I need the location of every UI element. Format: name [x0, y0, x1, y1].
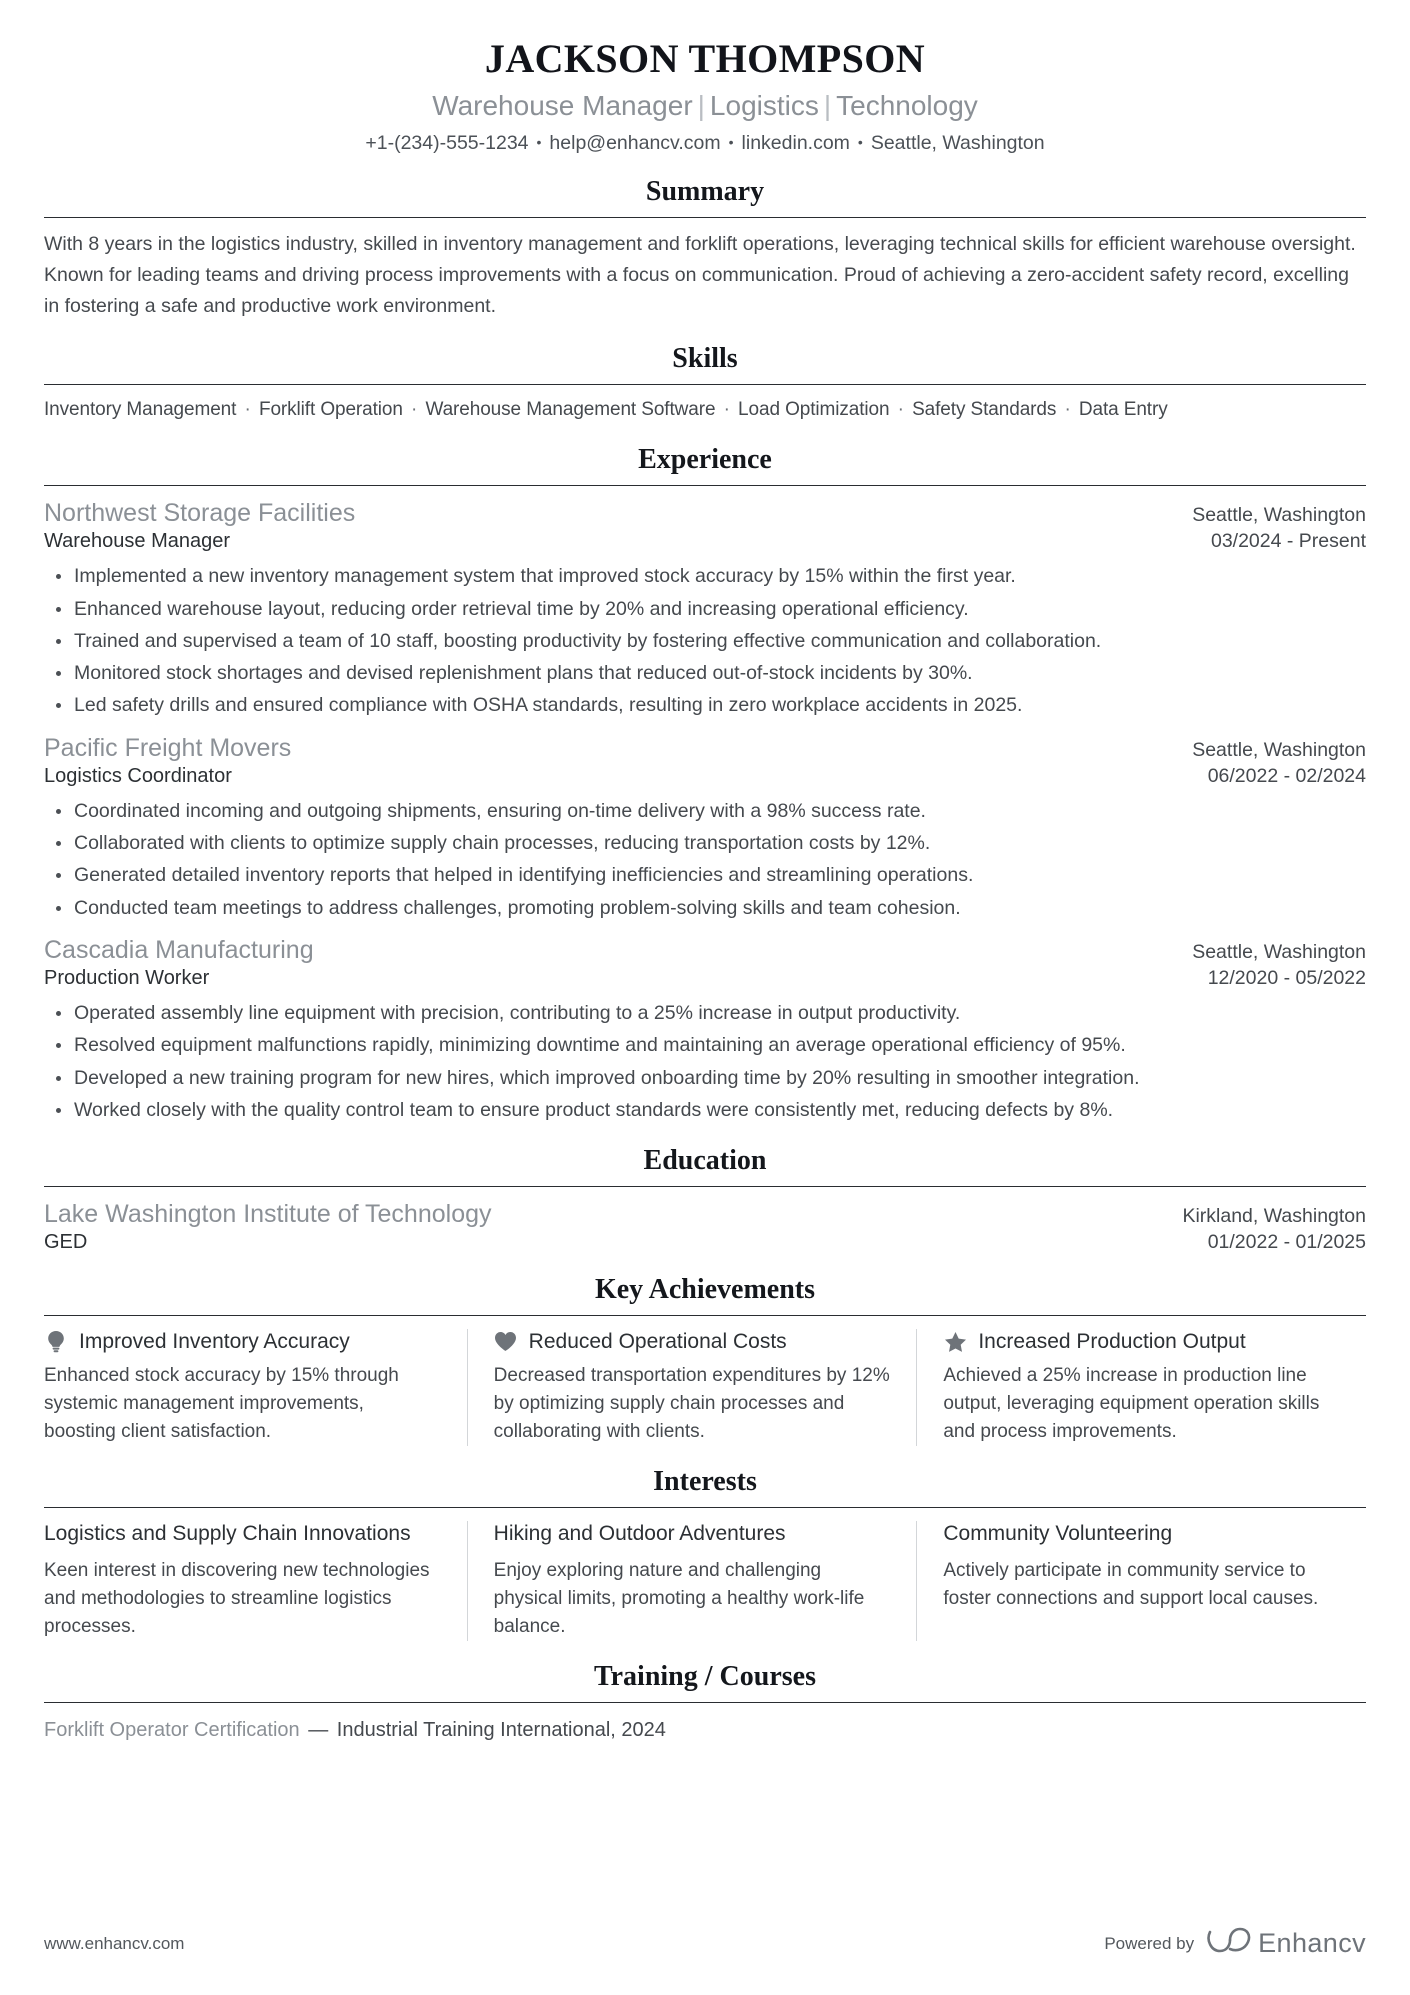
section-divider	[44, 1186, 1366, 1187]
experience-dates: 12/2020 - 05/2022	[1207, 967, 1366, 989]
training-name: Forklift Operator Certification	[44, 1718, 300, 1741]
education-entry	[44, 1199, 1366, 1254]
experience-bullets	[44, 562, 1366, 720]
experience-location: Seattle, Washington	[1192, 738, 1366, 761]
interest-description: Enjoy exploring nature and challenging physical limits, promoting a healthy work-life balance.	[493, 1560, 865, 1637]
experience-organization: Pacific Freight Movers	[44, 733, 292, 762]
experience-organization: Cascadia Manufacturing	[44, 935, 314, 964]
experience-bullet: Developed a new training program for new hires, which improved onboarding time by 20% resulting in smoother integration.	[44, 1064, 1366, 1093]
interest-description: Keen interest in discovering new technologies and methodologies to streamline logistics processes.	[44, 1560, 430, 1637]
skills-list	[44, 396, 1366, 425]
experience-bullet: Trained and supervised a team of 10 staff, boosting productivity by fostering effective communication and collaboration.	[44, 627, 1366, 656]
page-footer	[44, 1926, 1366, 1961]
experience-entry	[44, 498, 1366, 721]
experience-bullet: Implemented a new inventory management system that improved stock accuracy by 15% within the first year.	[44, 562, 1366, 591]
section-title-achievements: Key Achievements	[594, 1274, 816, 1306]
experience-role: Production Worker	[44, 967, 210, 989]
section-summary	[44, 176, 1366, 323]
skill-separator: ·	[405, 398, 423, 420]
contact-separator: •	[536, 133, 542, 150]
achievement-title: Reduced Operational Costs	[528, 1330, 787, 1354]
achievement-item	[916, 1329, 1366, 1446]
experience-bullet: Generated detailed inventory reports that helped in identifying inefficiencies and streamlining operations.	[44, 861, 1366, 890]
skill-separator: ·	[239, 398, 256, 420]
headline-part: Warehouse Manager	[432, 90, 693, 121]
skill-separator: ·	[718, 398, 736, 420]
experience-bullet: Led safety drills and ensured compliance with OSHA standards, resulting in zero workplace accidents in 2025.	[44, 691, 1366, 720]
enhancv-mark-icon	[1207, 1926, 1251, 1961]
experience-bullet: Coordinated incoming and outgoing shipments, ensuring on-time delivery with a 98% success rate.	[44, 797, 1366, 826]
training-entry	[44, 1716, 1366, 1744]
section-education	[44, 1145, 1366, 1254]
headline-separator: |	[697, 90, 705, 121]
section-divider	[44, 1315, 1366, 1316]
skill-item: Load Optimization	[738, 398, 890, 420]
education-dates: 01/2022 - 01/2025	[1207, 1231, 1366, 1254]
section-title-skills: Skills	[672, 342, 738, 374]
section-title-interests: Interests	[653, 1466, 757, 1498]
experience-bullet: Conducted team meetings to address challenges, promoting problem-solving skills and team cohesion.	[44, 894, 1366, 923]
skill-item: Data Entry	[1078, 398, 1168, 420]
section-experience	[44, 444, 1366, 1125]
experience-bullet: Operated assembly line equipment with precision, contributing to a 25% increase in output productivity.	[44, 999, 1366, 1028]
interest-title: Community Volunteering	[943, 1522, 1173, 1546]
experience-dates: 03/2024 - Present	[1210, 530, 1366, 553]
achievement-title: Improved Inventory Accuracy	[79, 1330, 350, 1354]
achievement-description: Achieved a 25% increase in production line output, leveraging equipment operation skills and process improvements.	[943, 1365, 1320, 1443]
skill-item: Safety Standards	[912, 398, 1057, 420]
section-skills	[44, 343, 1366, 425]
experience-role-row	[44, 967, 1366, 990]
candidate-headline	[44, 89, 1366, 123]
experience-bullet: Worked closely with the quality control team to ensure product standards were consistently met, reducing defects by 8%.	[44, 1096, 1366, 1125]
interests-grid	[44, 1521, 1366, 1641]
experience-role-row	[44, 765, 1366, 788]
section-title-summary: Summary	[645, 175, 765, 207]
section-divider	[44, 384, 1366, 385]
skill-item: Forklift Operation	[258, 398, 403, 420]
education-degree: GED	[44, 1231, 88, 1254]
section-divider	[44, 217, 1366, 218]
headline-part: Logistics	[709, 90, 819, 121]
candidate-name: JACKSON THOMPSON	[484, 36, 926, 81]
experience-role: Logistics Coordinator	[44, 764, 232, 787]
achievement-description: Decreased transportation expenditures by 12% by optimizing supply chain processes and collaborating with clients.	[493, 1365, 890, 1443]
enhancv-logo[interactable]	[1207, 1926, 1366, 1961]
experience-bullet: Monitored stock shortages and devised replenishment plans that reduced out-of-stock incidents by 30%.	[44, 659, 1366, 688]
education-entries	[44, 1199, 1366, 1254]
experience-entries	[44, 498, 1366, 1125]
experience-location: Seattle, Washington	[1192, 940, 1366, 963]
experience-bullet: Enhanced warehouse layout, reducing order retrieval time by 20% and increasing operational efficiency.	[44, 595, 1366, 624]
experience-entry	[44, 935, 1366, 1125]
training-separator: —	[302, 1718, 334, 1741]
achievement-item	[467, 1329, 917, 1446]
education-location: Kirkland, Washington	[1182, 1205, 1366, 1227]
achievement-header	[494, 1329, 891, 1354]
experience-role: Warehouse Manager	[44, 530, 231, 553]
resume-header	[44, 36, 1366, 156]
achievement-header	[44, 1329, 441, 1354]
skill-separator: ·	[892, 398, 910, 420]
experience-bullets	[44, 999, 1366, 1125]
interest-title: Logistics and Supply Chain Innovations	[44, 1522, 411, 1546]
footer-site-url[interactable]: www.enhancv.com	[44, 1933, 185, 1953]
contact-item[interactable]: Seattle, Washington	[870, 131, 1045, 154]
achievement-item	[44, 1329, 467, 1446]
section-divider	[44, 1507, 1366, 1508]
skill-item: Warehouse Management Software	[425, 398, 716, 420]
lightbulb-icon	[44, 1329, 68, 1354]
contact-item[interactable]: +1-(234)-555-1234	[365, 131, 529, 154]
experience-bullet: Collaborated with clients to optimize supply chain processes, reducing transportation costs by 12%.	[44, 829, 1366, 858]
experience-location: Seattle, Washington	[1192, 504, 1366, 526]
interest-item	[44, 1521, 467, 1641]
achievement-header	[943, 1329, 1340, 1354]
achievement-title: Increased Production Output	[978, 1330, 1246, 1354]
star-icon	[943, 1329, 967, 1354]
training-entries	[44, 1716, 1366, 1744]
achievement-description: Enhanced stock accuracy by 15% through systemic management improvements, boosting client satisfaction.	[44, 1365, 399, 1443]
experience-entry-header	[44, 935, 1366, 966]
enhancv-wordmark: Enhancv	[1258, 1928, 1366, 1958]
contact-item[interactable]: help@enhancv.com	[549, 131, 721, 154]
education-degree-row	[44, 1231, 1366, 1254]
contact-separator: •	[857, 133, 863, 150]
experience-organization: Northwest Storage Facilities	[44, 499, 356, 527]
heart-icon	[494, 1329, 518, 1354]
achievements-grid	[44, 1329, 1366, 1446]
section-achievements	[44, 1274, 1366, 1446]
summary-text: With 8 years in the logistics industry, skilled in inventory management and forklift operations, leveraging technical skills for efficient warehouse oversight. Known for leading teams and driving process improvements with a focus on communication. Proud of achieving a zero-accident safety record, excelling in fostering a safe and productive work environment.	[44, 232, 1356, 318]
experience-dates: 06/2022 - 02/2024	[1207, 764, 1366, 787]
experience-entry	[44, 733, 1366, 923]
headline-separator: |	[823, 90, 832, 121]
experience-bullet: Resolved equipment malfunctions rapidly, minimizing downtime and maintaining an average operational efficiency of 95%.	[44, 1031, 1366, 1060]
contact-item[interactable]: linkedin.com	[741, 131, 850, 154]
section-title-education: Education	[643, 1145, 767, 1176]
experience-entry-header	[44, 498, 1366, 529]
interest-title: Hiking and Outdoor Adventures	[493, 1522, 786, 1546]
contact-line	[44, 131, 1366, 156]
interest-item	[467, 1521, 917, 1641]
section-title-training: Training / Courses	[594, 1660, 816, 1692]
contact-separator: •	[728, 133, 734, 150]
section-interests	[44, 1466, 1366, 1641]
education-entry-header	[44, 1199, 1366, 1230]
interest-description: Actively participate in community service to foster connections and support local causes.	[943, 1560, 1319, 1609]
experience-entry-header	[44, 733, 1366, 764]
interest-item	[916, 1521, 1366, 1641]
section-training	[44, 1661, 1366, 1744]
skill-item: Inventory Management	[44, 398, 237, 420]
powered-by-block	[1104, 1926, 1366, 1961]
training-provider: Industrial Training International, 2024	[336, 1718, 666, 1741]
education-institution: Lake Washington Institute of Technology	[44, 1200, 492, 1228]
skill-separator: ·	[1059, 398, 1076, 420]
section-divider	[44, 1702, 1366, 1703]
powered-by-label: Powered by	[1104, 1933, 1195, 1953]
section-divider	[44, 485, 1366, 486]
headline-part: Technology	[836, 90, 978, 121]
section-title-experience: Experience	[638, 444, 772, 475]
experience-role-row	[44, 530, 1366, 553]
experience-bullets	[44, 797, 1366, 923]
